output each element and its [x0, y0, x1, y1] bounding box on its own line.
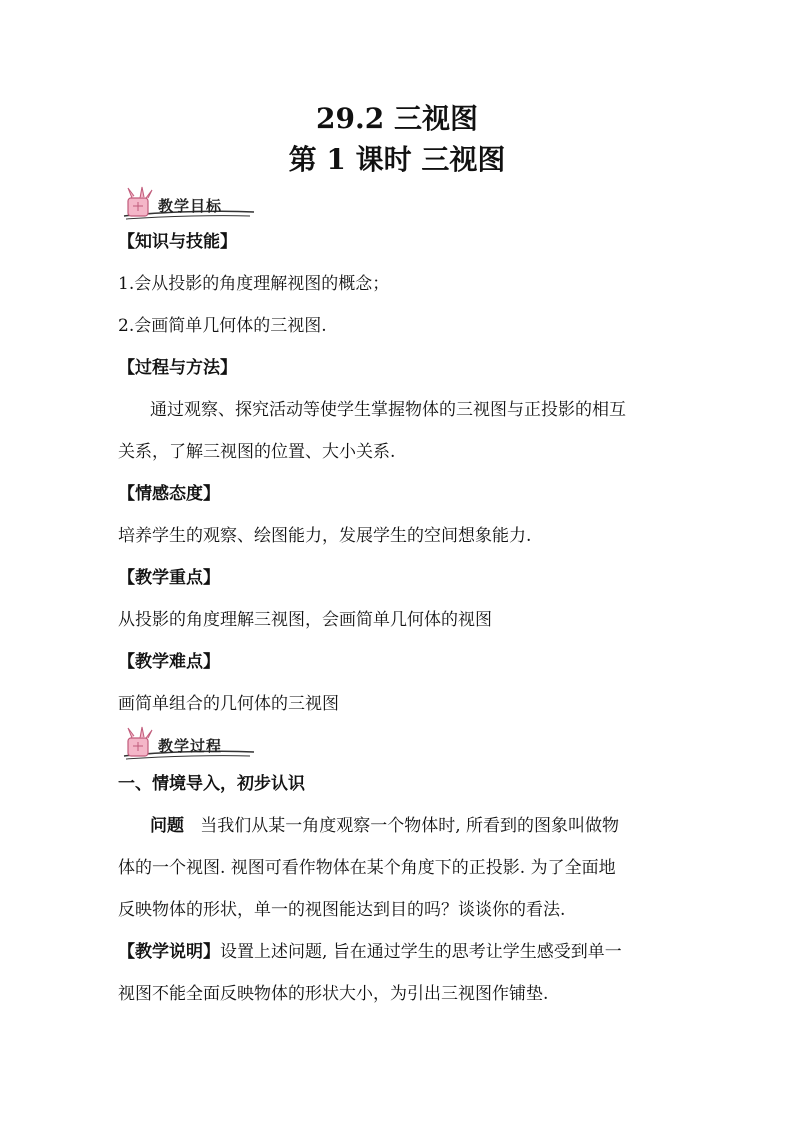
- process-paragraph-line-1: 通过观察、探究活动等使学生掌握物体的三视图与正投影的相互: [150, 400, 626, 420]
- objectives-banner: [118, 186, 258, 222]
- knowledge-item-2: 2.会画简单几何体的三视图.: [118, 316, 327, 336]
- key-points-paragraph: 从投影的角度理解三视图，会画简单几何体的视图: [118, 610, 492, 630]
- teaching-note-label: 【教学说明】: [118, 942, 220, 962]
- lesson-title: 第 1 课时 三视图: [288, 143, 506, 176]
- question-line-3: 反映物体的形状，单一的视图能达到目的吗？谈谈你的看法.: [118, 900, 566, 920]
- teaching-note-line-2: 视图不能全面反映物体的形状大小，为引出三视图作铺垫.: [118, 984, 549, 1004]
- teaching-note-text-1: 设置上述问题, 旨在通过学生的思考让学生感受到单一: [220, 942, 622, 962]
- emotion-heading: 【情感态度】: [118, 484, 220, 504]
- process-banner: [118, 726, 258, 762]
- question-label: 问题: [150, 816, 184, 836]
- difficult-points-paragraph: 画简单组合的几何体的三视图: [118, 694, 339, 714]
- key-points-heading: 【教学重点】: [118, 568, 220, 588]
- emotion-paragraph: 培养学生的观察、绘图能力，发展学生的空间想象能力.: [118, 526, 532, 546]
- difficult-points-heading: 【教学难点】: [118, 652, 220, 672]
- teaching-note-line-1: [118, 940, 622, 964]
- part1-heading: 一、情境导入，初步认识: [118, 774, 305, 794]
- question-line-2: 体的一个视图. 视图可看作物体在某个角度下的正投影. 为了全面地: [118, 858, 616, 878]
- knowledge-item-1: 1.会从投影的角度理解视图的概念；: [118, 274, 390, 294]
- process-paragraph-line-2: 关系，了解三视图的位置、大小关系.: [118, 442, 396, 462]
- question-line-1: [150, 814, 619, 838]
- question-text-1: 当我们从某一角度观察一个物体时, 所看到的图象叫做物: [200, 816, 620, 836]
- process-banner-label: 教学过程: [158, 737, 223, 755]
- objectives-banner-label: 教学目标: [158, 197, 223, 215]
- section-title: 29.2 三视图: [316, 102, 478, 135]
- process-heading: 【过程与方法】: [118, 358, 237, 378]
- knowledge-heading: 【知识与技能】: [118, 232, 237, 252]
